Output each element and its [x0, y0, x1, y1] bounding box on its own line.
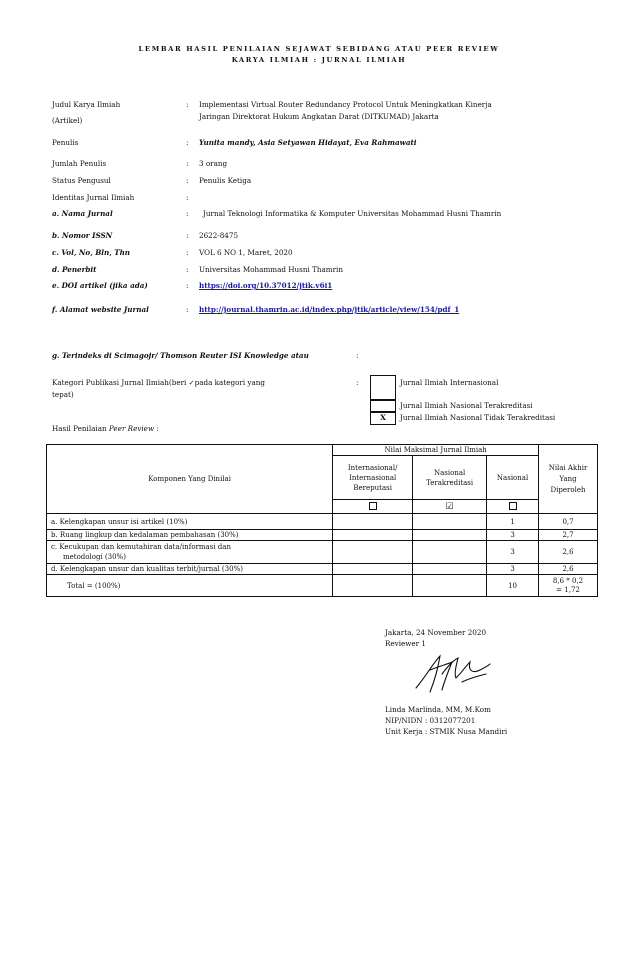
row-c-label: c. Kecukupan dan kemutahiran data/informasi dan [51, 543, 231, 551]
doi-label: e. DOI artikel (jika ada) [52, 281, 148, 290]
terindeks-label: g. Terindeks di Scimagojr/ Thomson Reuter ISI Knowledge atau [52, 351, 309, 360]
row-b-akhir: 2,7 [539, 530, 598, 541]
kategori-label-2: tepat) [52, 390, 74, 399]
score-table [46, 444, 598, 597]
col-nasional-terakreditasi: Nasional Terakreditasi [413, 456, 487, 500]
checkbox-nasional-terakreditasi-checked[interactable]: ☑ [413, 500, 487, 514]
title-line-2: KARYA ILMIAH : JURNAL ILMIAH [231, 56, 407, 64]
komponen-header: Komponen Yang Dinilai [47, 445, 333, 514]
judul-value-1: Implementasi Virtual Router Redundancy Protocol Untuk Meningkatkan Kinerja [199, 100, 492, 109]
row-c-label-2: metodologi (30%) [63, 553, 126, 561]
sign-nip: NIP/NIDN : 0312077201 [385, 716, 476, 725]
row-a-nasional: 1 [487, 514, 539, 530]
sign-unit: Unit Kerja : STMIK Nusa Mandiri [385, 727, 508, 736]
row-d-nasional: 3 [487, 564, 539, 575]
kategori-box-nasional-tidak-terakreditasi[interactable]: X [370, 411, 396, 425]
nilai-akhir-header: Nilai Akhir Yang Diperoleh [539, 445, 598, 514]
row-a-akhir: 0,7 [539, 514, 598, 530]
signature-image [412, 652, 492, 694]
judul-value-2: Jaringan Direktorat Hukum Angkatan Darat (DITKUMAD) Jakarta [199, 112, 439, 121]
nama-jurnal-value: Jurnal Teknologi Informatika & Komputer Universitas Mohammad Husni Thamrin [203, 209, 502, 218]
status-label: Status Pengusul [52, 176, 111, 185]
row-a-label: a. Kelengkapan unsur isi artikel (10%) [47, 514, 333, 530]
website-label: f. Alamat website Jurnal [52, 305, 149, 314]
sign-place-date: Jakarta, 24 November 2020 [385, 628, 487, 637]
jumlah-value: 3 orang [199, 159, 228, 168]
kategori-option-3: Jurnal Ilmiah Nasional Tidak Terakreditasi [400, 413, 556, 422]
row-c-nasional: 3 [487, 541, 539, 564]
row-d-akhir: 2,6 [539, 564, 598, 575]
nilai-max-header: Nilai Maksimal Jurnal Ilmiah [333, 445, 539, 456]
total-akhir-2: = 1,72 [556, 585, 580, 594]
status-value: Penulis Ketiga [199, 176, 252, 185]
row-b-label: b. Ruang lingkup dan kedalaman pembahasan (30%) [47, 530, 333, 541]
kategori-option-1: Jurnal Ilmiah Internasional [400, 378, 499, 387]
vol-label: c. Vol, No, Bln, Thn [52, 248, 131, 257]
website-link[interactable]: http://journal.thamrin.ac.id/index.php/jtik/article/view/154/pdf_1 [199, 305, 460, 314]
identitas-label: Identitas Jurnal Ilmiah [52, 193, 135, 202]
issn-value: 2622-8475 [199, 231, 239, 240]
sign-name: Linda Marlinda, MM, M.Kom [385, 705, 491, 714]
kategori-option-2: Jurnal Ilmiah Nasional Terakreditasi [400, 401, 533, 410]
title-line-1: LEMBAR HASIL PENILAIAN SEJAWAT SEBIDANG ATAU PEER REVIEW [138, 45, 500, 53]
issn-label: b. Nomor ISSN [52, 231, 113, 240]
vol-value: VOL 6 NO 1, Maret, 2020 [199, 248, 293, 257]
nama-jurnal-label: a. Nama Jurnal [52, 209, 113, 218]
doi-link[interactable]: https://doi.org/10.37012/jtik.v6i1 [199, 281, 333, 290]
penerbit-value: Universitas Mohammad Husni Thamrin [199, 265, 343, 274]
total-label: Total = (100%) [47, 575, 333, 597]
total-nasional: 10 [487, 575, 539, 597]
penulis-value: Yunita mandy, Asia Setyawan Hidayat, Eva Rahmawati [199, 138, 417, 147]
penerbit-label: d. Penerbit [52, 265, 97, 274]
kategori-label-1: Kategori Publikasi Jurnal Ilmiah(beri ✓pada kategori yang [52, 378, 265, 387]
jumlah-label: Jumlah Penulis [52, 159, 107, 168]
row-b-nasional: 3 [487, 530, 539, 541]
row-c-akhir: 2,6 [539, 541, 598, 564]
total-akhir-1: 8,6 * 0,2 [552, 576, 584, 585]
judul-label-2: (Artikel) [52, 116, 83, 125]
kategori-box-internasional[interactable] [370, 375, 396, 401]
hasil-penilaian-label: Hasil Penilaian Peer Review : [52, 424, 159, 433]
sign-reviewer: Reviewer 1 [385, 639, 426, 648]
judul-label: Judul Karya Ilmiah [52, 100, 121, 109]
col-nasional: Nasional [487, 456, 539, 500]
penulis-label: Penulis [52, 138, 79, 147]
row-d-label: d. Kelengkapan unsur dan kualitas terbit/jurnal (30%) [47, 564, 333, 575]
checkbox-nasional[interactable] [509, 502, 517, 510]
col-internasional: Internasional/ Internasional Bereputasi [333, 456, 413, 500]
checkbox-internasional[interactable] [369, 502, 377, 510]
